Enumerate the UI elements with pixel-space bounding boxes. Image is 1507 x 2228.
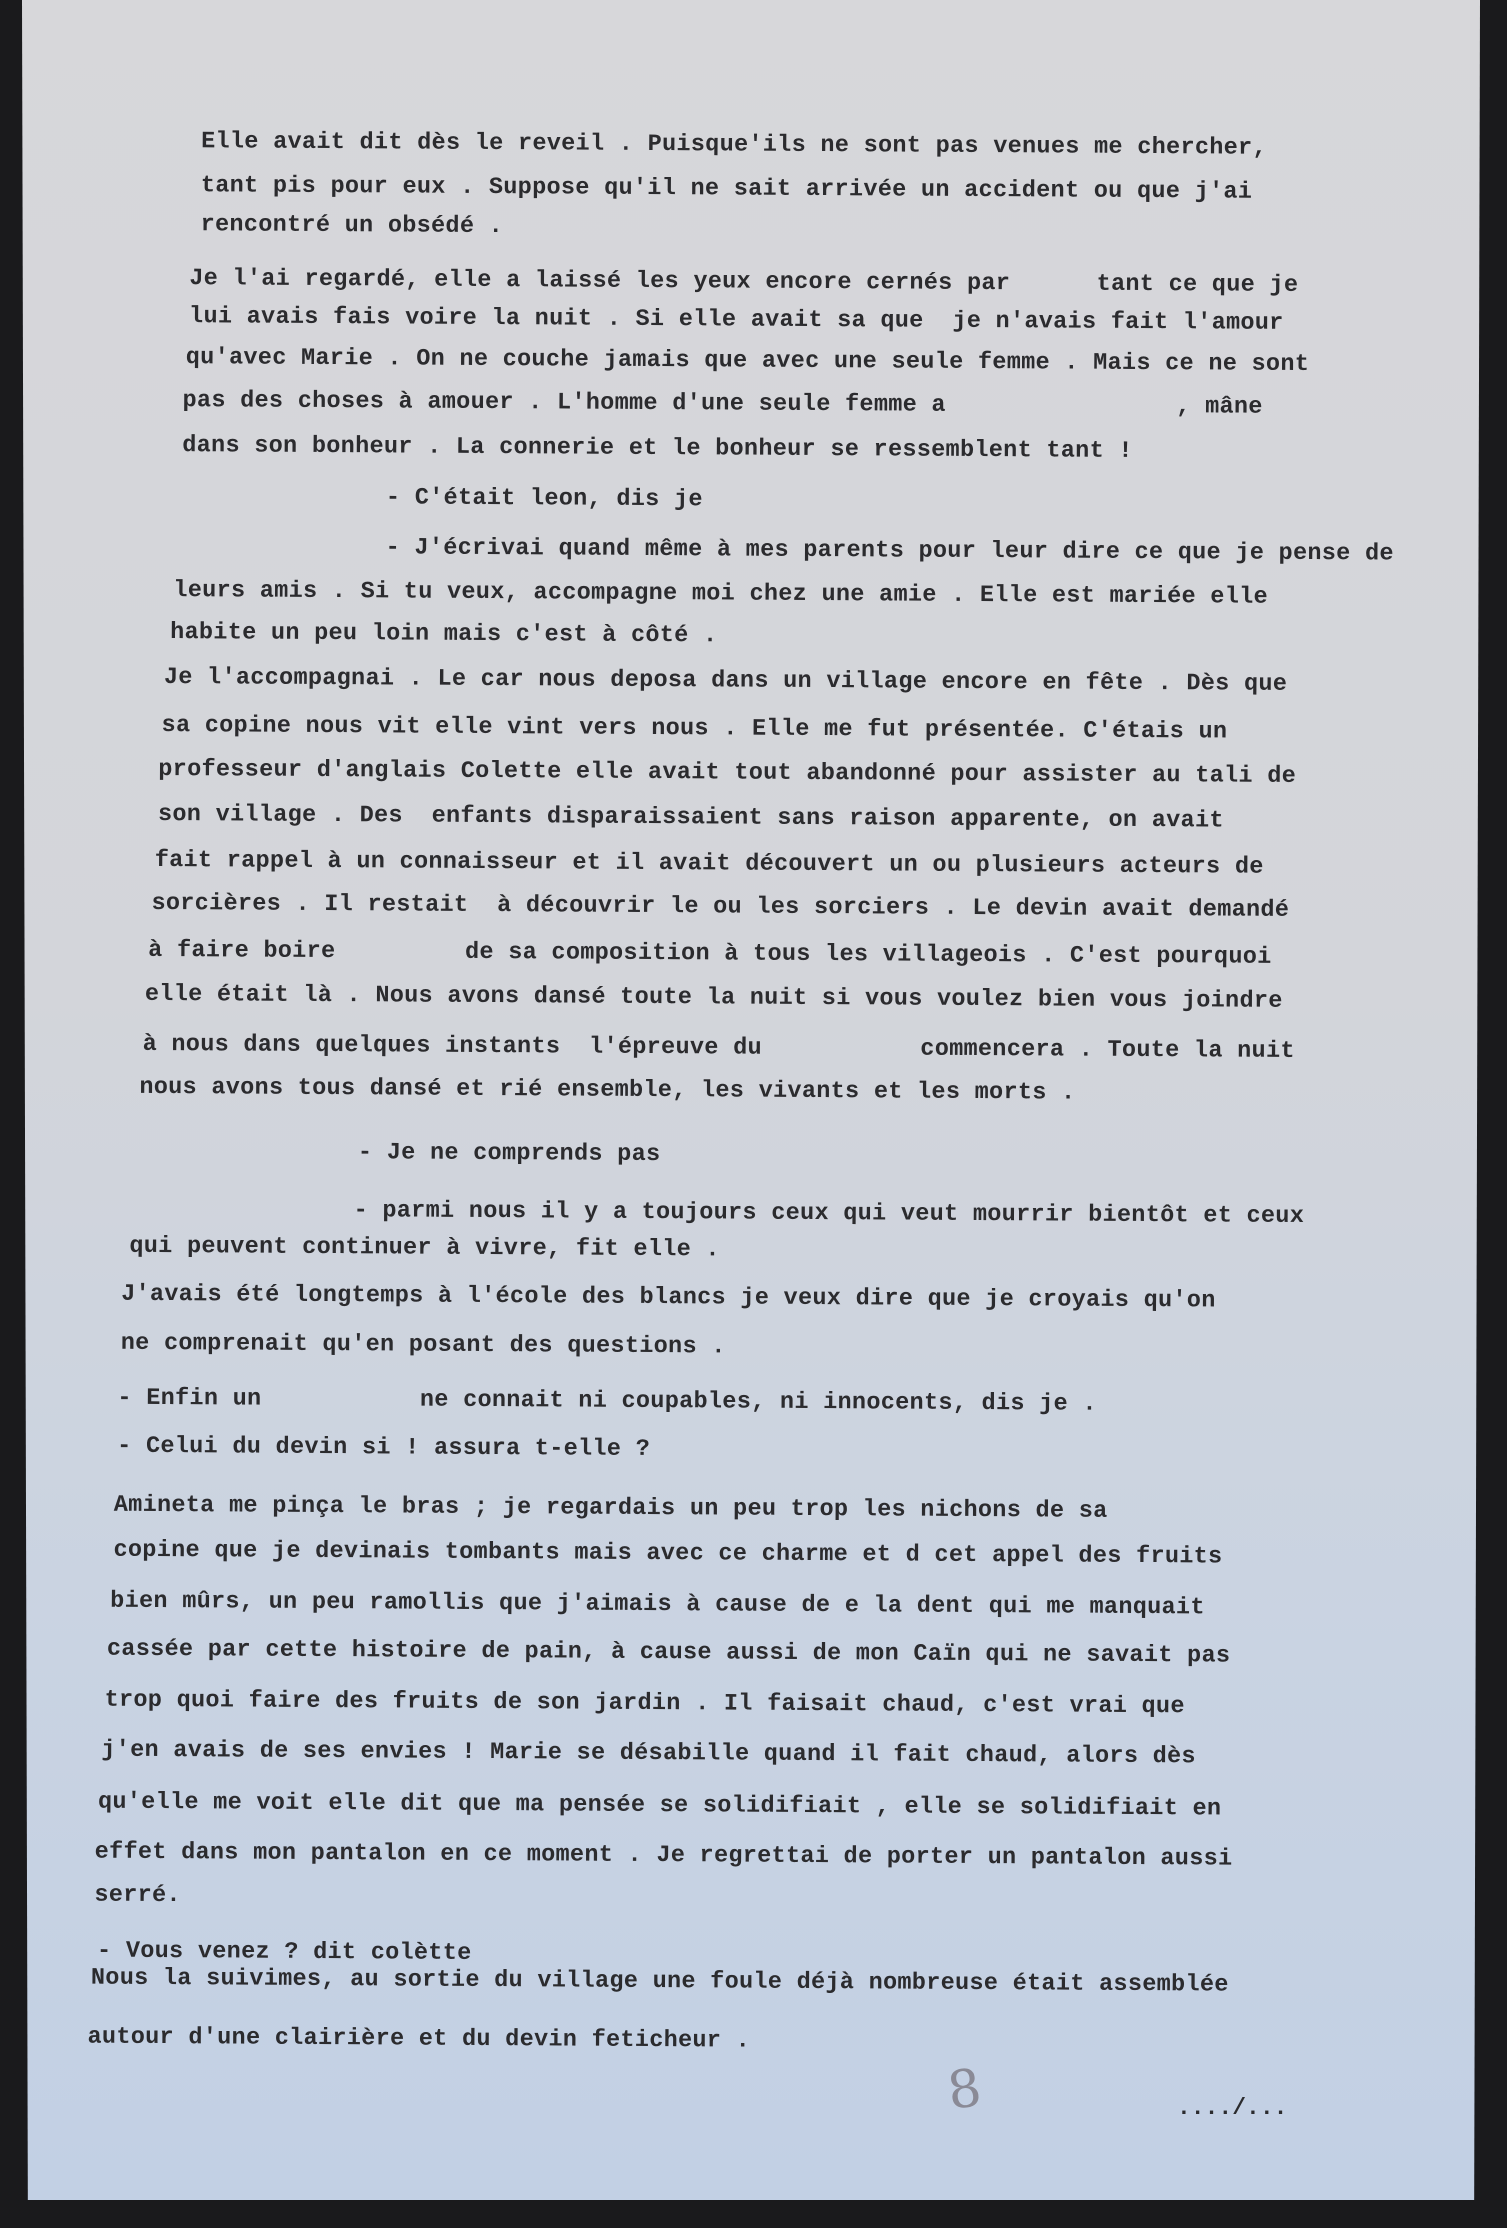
text-line: Nous la suivimes, au sortie du village une foule déjà nombreuse était assemblée — [90, 1964, 1229, 1999]
text-line: pas des choses à amouer . L'homme d'une seule femme a , mâne — [182, 387, 1263, 421]
text-line: - Je ne comprends pas — [357, 1139, 661, 1169]
text-line: j'en avais de ses envies ! Marie se désabille quand il fait chaud, alors dès — [101, 1736, 1196, 1771]
text-line: à nous dans quelques instants l'épreuve du commencera . Toute la nuit — [142, 1030, 1295, 1065]
text-line: qu'elle me voit elle dit que ma pensée se solidifiait , elle se solidifiait en — [97, 1788, 1222, 1823]
text-line: Je l'accompagnai . Le car nous deposa dans un village encore en fête . Dès que — [163, 664, 1288, 698]
text-line: elle était là . Nous avons dansé toute la nuit si vous voulez bien vous joindre — [144, 980, 1283, 1015]
text-line: autour d'une clairière et du devin feticheur . — [87, 2023, 751, 2055]
text-line: habite un peu loin mais c'est à côté . — [170, 619, 718, 650]
text-line: rencontré un obsédé . — [200, 211, 504, 241]
text-line: sa copine nous vit elle vint vers nous . Elle me fut présentée. C'étais un — [161, 712, 1228, 746]
continuation-mark: ..../... — [1177, 2095, 1288, 2121]
text-line: effet dans mon pantalon en ce moment . Je regrettai de porter un pantalon aussi — [94, 1838, 1233, 1873]
text-line: trop quoi faire des fruits de son jardin . Il faisait chaud, c'est vrai que — [104, 1686, 1185, 1721]
text-line: sorcières . Il restait à découvrir le ou les sorciers . Le devin avait demandé — [151, 889, 1290, 924]
text-line: - C'était leon, dis je — [385, 484, 703, 514]
text-line: leurs amis . Si tu veux, accompagne moi chez une amie . Elle est mariée elle — [173, 577, 1269, 611]
text-line: cassée par cette histoire de pain, à cause aussi de mon Caïn qui ne savait pas — [106, 1635, 1231, 1670]
text-line: copine que je devinais tombants mais avec ce charme et d cet appel des fruits — [113, 1536, 1223, 1571]
text-line: son village . Des enfants disparaissaient sans raison apparente, on avait — [157, 800, 1224, 835]
text-line: qu'avec Marie . On ne couche jamais que avec une seule femme . Mais ce ne sont — [185, 344, 1310, 379]
text-line: Amineta me pinça le bras ; je regardais un peu trop les nichons de sa — [113, 1491, 1108, 1525]
text-line: - parmi nous il y a toujours ceux qui veut mourrir bientôt et ceux — [353, 1197, 1305, 1230]
text-line: bien mûrs, un peu ramollis que j'aimais à cause de e la dent qui me manquait — [110, 1587, 1205, 1622]
text-line: professeur d'anglais Colette elle avait tout abandonné pour assister au tali de — [158, 755, 1297, 790]
text-line: - Enfin un ne connait ni coupables, ni innocents, dis je . — [117, 1384, 1097, 1418]
text-line: qui peuvent continuer à vivre, fit elle . — [129, 1232, 720, 1264]
text-line: dans son bonheur . La connerie et le bonheur se ressemblent tant ! — [182, 432, 1133, 465]
text-line: fait rappel à un connaisseur et il avait découvert un ou plusieurs acteurs de — [154, 846, 1264, 881]
text-line: lui avais fais voire la nuit . Si elle avait sa que je n'avais fait l'amour — [188, 303, 1284, 337]
text-line: nous avons tous dansé et rié ensemble, les vivants et les morts . — [139, 1073, 1076, 1107]
text-line: Elle avait dit dès le reveil . Puisque'ils ne sont pas venues me chercher, — [201, 128, 1267, 162]
text-line: - Celui du devin si ! assura t-elle ? — [117, 1432, 651, 1463]
text-line: serré. — [94, 1881, 181, 1910]
text-line: à faire boire de sa composition à tous les villageois . C'est pourquoi — [148, 936, 1272, 971]
text-line: tant pis pour eux . Suppose qu'il ne sait arrivée un accident ou que j'ai — [200, 172, 1253, 206]
text-line: Je l'ai regardé, elle a laissé les yeux encore cernés par tant ce que je — [189, 265, 1299, 299]
text-line: - J'écrivai quand même à mes parents pour leur dire ce que je pense de — [385, 534, 1394, 568]
page-number: 8 — [943, 2057, 986, 2123]
text-line: - Vous venez ? dit colètte — [97, 1937, 472, 1967]
text-line: J'avais été longtemps à l'école des blancs je veux dire que je croyais qu'on — [121, 1280, 1216, 1315]
text-line: ne comprenait qu'en posant des questions . — [120, 1329, 726, 1361]
